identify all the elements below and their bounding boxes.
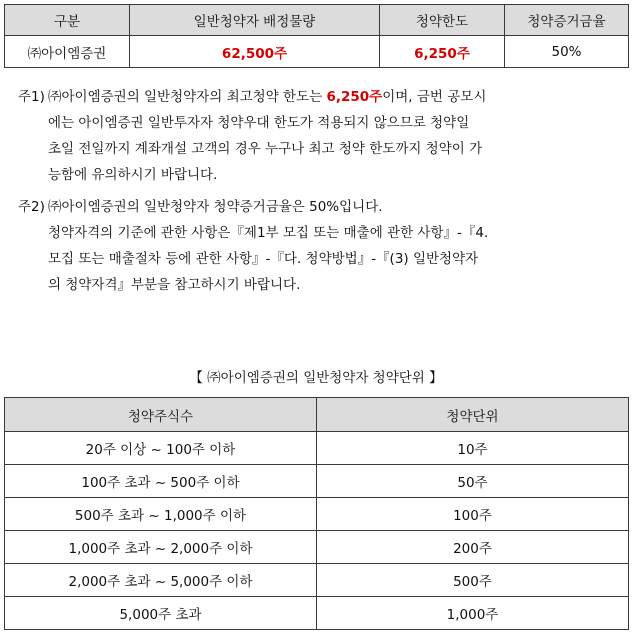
unit-cell: 100주 [317, 498, 629, 531]
note-2 [18, 194, 618, 298]
range-cell: 100주 초과 ~ 500주 이하 [5, 465, 317, 498]
note-1-mark: 주1) [18, 89, 45, 105]
table-row [5, 465, 629, 498]
header-limit: 청약한도 [380, 5, 505, 36]
unit-cell: 1,000주 [317, 597, 629, 630]
allocation-table [4, 4, 629, 68]
note-1-line-4: 능함에 유의하시기 바랍니다. [48, 167, 218, 183]
range-cell: 5,000주 초과 [5, 597, 317, 630]
range-cell: 1,000주 초과 ~ 2,000주 이하 [5, 531, 317, 564]
allocation-cell: 62,500주 [130, 36, 380, 68]
header-unit: 청약단위 [317, 398, 629, 432]
note-1-line-2: 에는 아이엠증권 일반투자자 청약우대 한도가 적용되지 않으므로 청약일 [48, 115, 470, 131]
company-cell: ㈜아이엠증권 [5, 36, 130, 68]
note-2-line-2: 청약자격의 기준에 관한 사항은『제1부 모집 또는 매출에 관한 사항』-『4. [48, 225, 489, 241]
note-1-line-3: 초일 전일까지 계좌개설 고객의 경우 누구나 최고 청약 한도까지 청약이 가 [48, 141, 483, 157]
range-cell: 20주 이상 ~ 100주 이하 [5, 432, 317, 465]
allocation-table-header [5, 5, 629, 36]
header-category: 구분 [5, 5, 130, 36]
note-2-mark: 주2) [18, 199, 45, 215]
unit-table-title: 【 ㈜아이엠증권의 일반청약자 청약단위 】 [189, 370, 443, 386]
note-2-line-3: 모집 또는 매출절차 등에 관한 사항』-『다. 청약방법』-『(3) 일반청약자 [48, 251, 479, 267]
unit-table [4, 397, 629, 630]
header-share-range: 청약주식수 [5, 398, 317, 432]
table-row [5, 564, 629, 597]
unit-table-header [5, 398, 629, 432]
range-cell: 500주 초과 ~ 1,000주 이하 [5, 498, 317, 531]
note-2-line-1: ㈜아이엠증권의 일반청약자 청약증거금율은 50%입니다. [48, 199, 383, 215]
deposit-rate-cell: 50% [505, 36, 629, 68]
note-1-text-pre: ㈜아이엠증권의 일반청약자의 최고청약 한도는 [48, 89, 327, 105]
note-1-text-post: 이며, 금번 공모시 [382, 89, 487, 105]
unit-cell: 50주 [317, 465, 629, 498]
table-row [5, 531, 629, 564]
note-1 [18, 84, 618, 188]
header-allocation: 일반청약자 배정물량 [130, 5, 380, 36]
limit-cell: 6,250주 [380, 36, 505, 68]
note-2-line-4: 의 청약자격』부분을 참고하시기 바랍니다. [48, 277, 301, 293]
note-1-line-1 [48, 84, 618, 110]
unit-cell: 10주 [317, 432, 629, 465]
note-1-highlight: 6,250주 [326, 89, 383, 105]
range-cell: 2,000주 초과 ~ 5,000주 이하 [5, 564, 317, 597]
unit-cell: 500주 [317, 564, 629, 597]
table-row [5, 498, 629, 531]
table-row [5, 36, 629, 68]
header-deposit-rate: 청약증거금율 [505, 5, 629, 36]
unit-cell: 200주 [317, 531, 629, 564]
table-row [5, 597, 629, 630]
table-row [5, 432, 629, 465]
